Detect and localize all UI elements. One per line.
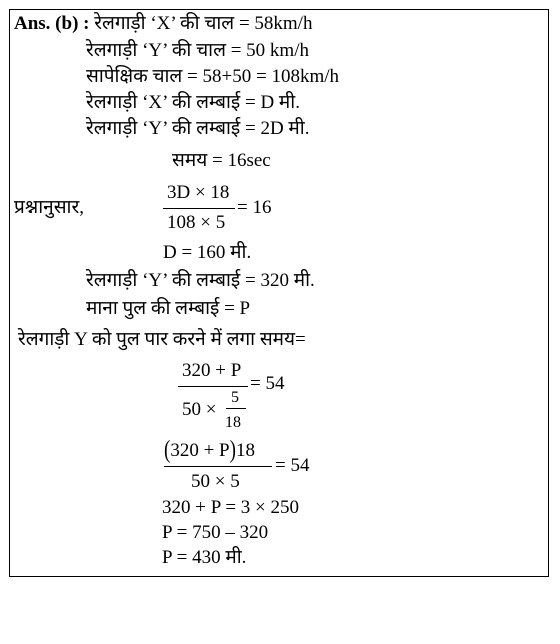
bridge-assume-text: माना पुल की लम्बाई = P — [86, 298, 251, 319]
eq2-denominator-lead: 50 × — [182, 399, 217, 420]
time-text: समय = 16sec — [172, 150, 271, 171]
eq3-rhs: = 54 — [275, 455, 310, 476]
length-y-text: रेलगाड़ी ‘Y’ की लम्बाई = 2D मी. — [86, 118, 310, 139]
eq1-fraction-bar — [163, 208, 235, 209]
eq3-numerator-tail: 18 — [235, 440, 255, 461]
speed-y-text: रेलगाड़ी ‘Y’ की चाल = 50 km/h — [86, 40, 309, 61]
eq3-fraction-bar — [164, 466, 272, 467]
eq2-rhs: = 54 — [250, 373, 285, 394]
time-to-cross-text: रेलगाड़ी Y को पुल पार करने में लगा समय= — [18, 329, 306, 350]
eq2-inner-denominator: 18 — [225, 414, 241, 431]
answer-label: Ans. (b) : — [14, 13, 90, 34]
equation-1 — [163, 182, 272, 238]
eq2-numerator: 320 + P — [182, 360, 242, 381]
answer-line-speed-x — [14, 13, 312, 35]
length-y-value-text: रेलगाड़ी ‘Y’ की लम्बाई = 320 मी. — [86, 270, 315, 291]
length-x-text: रेलगाड़ी ‘X’ की लम्बाई = D मी. — [86, 92, 300, 113]
step-2-text: P = 750 – 320 — [162, 522, 269, 543]
according-to-question: प्रश्नानुसार, — [14, 197, 84, 218]
eq1-denominator: 108 × 5 — [167, 212, 226, 233]
eq2-inner-numerator: 5 — [231, 389, 239, 406]
eq1-rhs: = 16 — [237, 197, 272, 218]
eq3-numerator-main: 320 + P — [170, 440, 230, 461]
equation-2 — [178, 360, 308, 440]
speed-x-text: रेलगाड़ी ‘X’ की चाल = 58km/h — [94, 13, 313, 34]
step-1-text: 320 + P = 3 × 250 — [162, 497, 300, 518]
eq3-numerator: (320 + P)18 — [164, 436, 255, 465]
eq1-numerator: 3D × 18 — [167, 182, 230, 203]
step-3-text: P = 430 मी. — [162, 547, 247, 568]
eq3-denominator: 50 × 5 — [191, 471, 240, 492]
d-value-text: D = 160 मी. — [163, 242, 252, 263]
eq2-inner-fraction-bar — [226, 408, 246, 409]
relative-speed-text: सापेक्षिक चाल = 58+50 = 108km/h — [86, 66, 340, 87]
equation-3 — [164, 436, 324, 496]
